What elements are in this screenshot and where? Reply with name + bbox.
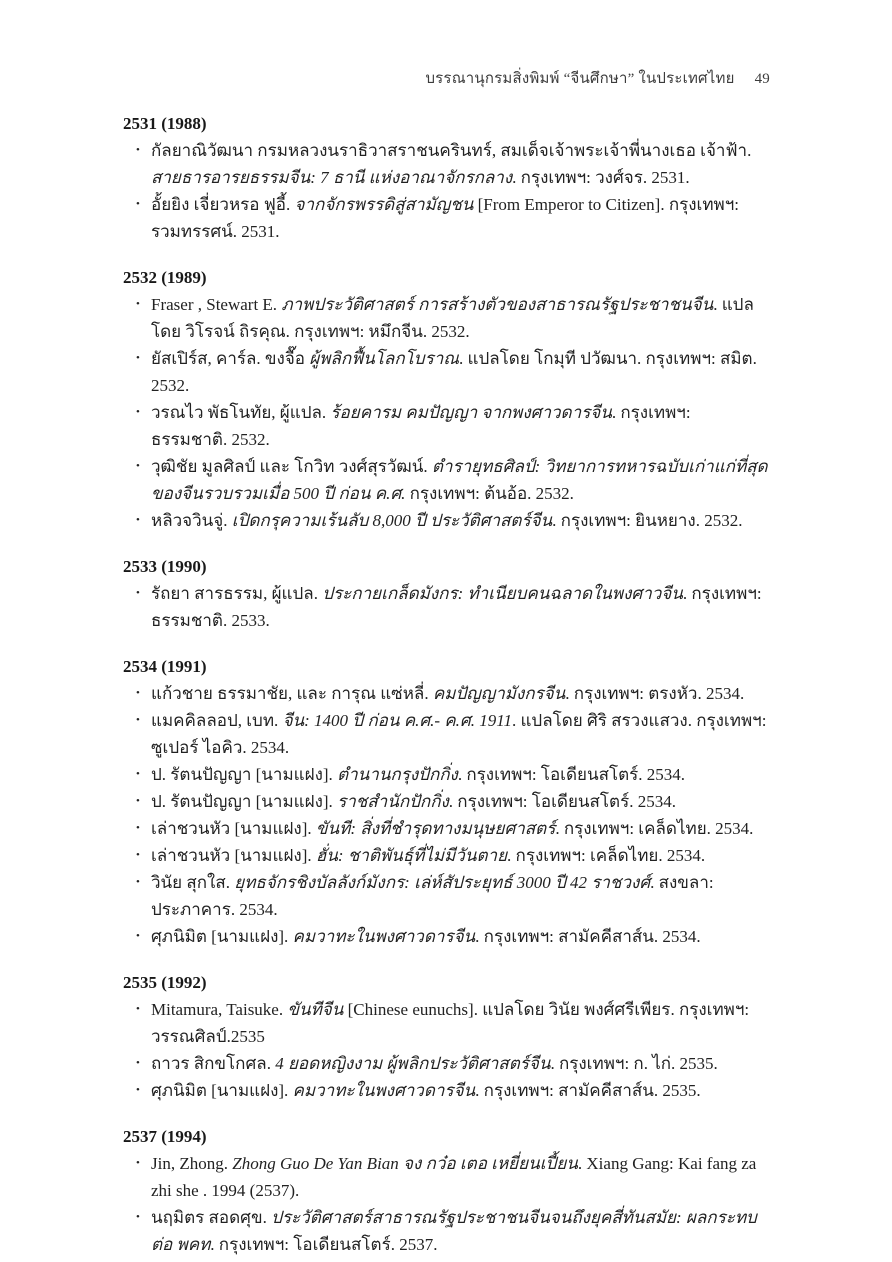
bibliography-entry <box>123 1050 770 1077</box>
bibliography-entry <box>123 1150 770 1204</box>
entry-title-segment: ราชสำนักปักกิ่ง <box>337 792 449 811</box>
entry-title-segment: สายธารอารยธรรมจีน: 7 ธานี แห่งอาณาจักรกลาง <box>151 168 513 187</box>
bibliography-entry <box>123 842 770 869</box>
entry-title-segment: ประวัติศาสตร์สาธารณรัฐประชาชนจีนจนถึงยุคสี่ทันสมัย: ผลกระทบต่อ พคท <box>151 1208 757 1254</box>
entry-title-segment: คมวาทะในพงศาวดารจีน <box>292 1081 476 1100</box>
bibliography-entry <box>123 1204 770 1258</box>
page-header <box>123 66 770 90</box>
bibliography <box>123 110 770 1258</box>
entry-text-segment: ศุภนิมิต [นามแฝง]. <box>151 1081 293 1100</box>
entry-text-segment: . กรุงเทพฯ: ธรรมชาติ. 2533. <box>151 584 762 630</box>
bibliography-entry <box>123 507 770 534</box>
entry-text-segment: วินัย สุกใส. <box>151 873 235 892</box>
entry-text-segment: กัลยาณิวัฒนา กรมหลวงนราธิวาสราชนครินทร์, สมเด็จเจ้าพระเจ้าพี่นางเธอ เจ้าฟ้า. <box>151 141 752 160</box>
entry-title-segment: จีน: 1400 ปี ก่อน ค.ศ.- ค.ศ. 1911 <box>282 711 512 730</box>
bullet-icon: • <box>136 1003 140 1015</box>
bibliography-entry <box>123 707 770 761</box>
bullet-icon: • <box>136 714 140 726</box>
bullet-icon: • <box>136 1211 140 1223</box>
entry-text-segment: แมคคิลลอป, เบท. <box>151 711 283 730</box>
page-number: 49 <box>754 71 770 87</box>
bibliography-entry <box>123 923 770 950</box>
bullet-icon: • <box>136 930 140 942</box>
bullet-icon: • <box>136 822 140 834</box>
bullet-icon: • <box>136 144 140 156</box>
bibliography-entry <box>123 580 770 634</box>
bullet-icon: • <box>136 768 140 780</box>
bibliography-entry <box>123 680 770 707</box>
entry-title-segment: ประกายเกล็ดมังกร: ทำเนียบคนฉลาดในพงศาวจีน <box>322 584 683 603</box>
entry-text-segment: ยัสเปิร์ส, คาร์ล. ขงจื๊อ <box>151 349 310 368</box>
bibliography-entry <box>123 399 770 453</box>
entry-text-segment: Mitamura, Taisuke. <box>151 1000 288 1019</box>
bullet-icon: • <box>136 198 140 210</box>
year-section <box>123 653 770 950</box>
bibliography-entry <box>123 815 770 842</box>
bullet-icon: • <box>136 587 140 599</box>
entry-text-segment: . กรุงเทพฯ: เคล็ดไทย. 2534. <box>555 819 754 838</box>
bibliography-entry <box>123 788 770 815</box>
entry-text-segment: . แปลโดย วิโรจน์ ถิรคุณ. กรุงเทพฯ: หมึกจีน. 2532. <box>151 295 754 341</box>
entry-text-segment: . แปลโดย ศิริ สรวงแสวง. กรุงเทพฯ: ซูเปอร์ ไอคิว. 2534. <box>151 711 767 757</box>
entry-text-segment: . Xiang Gang: Kai fang za zhi she . 1994 (2537). <box>151 1154 757 1200</box>
bibliography-entry <box>123 1077 770 1104</box>
bullet-icon: • <box>136 406 140 418</box>
entry-text-segment: . สงขลา: ประภาคาร. 2534. <box>151 873 714 919</box>
entry-title-segment: ฮั่น: ชาติพันธุ์ที่ไม่มีวันตาย <box>315 846 508 865</box>
bullet-icon: • <box>136 849 140 861</box>
entry-title-segment: คมวาทะในพงศาวดารจีน <box>292 927 476 946</box>
bullet-icon: • <box>136 687 140 699</box>
entry-title-segment: ขันที: สิ่งที่ชำรุดทางมนุษยศาสตร์ <box>315 819 556 838</box>
entry-title-segment: ร้อยคารม คมปัญญา จากพงศาวดารจีน <box>330 403 612 422</box>
entry-title-segment: เปิดกรุความเร้นลับ 8,000 ปี ประวัติศาสตร์จีน <box>231 511 553 530</box>
header-title: บรรณานุกรมสิ่งพิมพ์ “จีนศึกษา” ในประเทศไทย <box>425 71 735 87</box>
entry-text-segment: รัถยา สารธรรม, ผู้แปล. <box>151 584 323 603</box>
bullet-icon: • <box>136 1084 140 1096</box>
entry-title-segment: คมปัญญามังกรจีน <box>432 684 566 703</box>
entry-text-segment: วรณไว พัธโนทัย, ผู้แปล. <box>151 403 331 422</box>
bibliography-entry <box>123 869 770 923</box>
year-section <box>123 1123 770 1258</box>
bibliography-entry <box>123 191 770 245</box>
bullet-icon: • <box>136 352 140 364</box>
bullet-icon: • <box>136 1157 140 1169</box>
entry-text-segment: Fraser , Stewart E. <box>151 295 282 314</box>
entry-text-segment: วุฒิชัย มูลศิลป์ และ โกวิท วงศ์สุรวัฒน์. <box>151 457 432 476</box>
entry-text-segment: [Chinese eunuchs]. แปลโดย วินัย พงศ์ศรีเพียร. กรุงเทพฯ: วรรณศิลป์.2535 <box>151 1000 750 1046</box>
year-section <box>123 969 770 1104</box>
entry-title-segment: 4 ยอดหญิงงาม ผู้พลิกประวัติศาสตร์จีน <box>275 1054 551 1073</box>
year-heading: 2535 (1992) <box>123 973 207 992</box>
entry-text-segment: . กรุงเทพฯ: ยินหยาง. 2532. <box>552 511 743 530</box>
bibliography-entry <box>123 996 770 1050</box>
entry-text-segment: . กรุงเทพฯ: ธรรมชาติ. 2532. <box>151 403 691 449</box>
entry-text-segment: ป. รัตนปัญญา [นามแฝง]. <box>151 765 338 784</box>
entry-text-segment: [From Emperor to Citizen]. กรุงเทพฯ: รวมทรรศน์. 2531. <box>151 195 740 241</box>
entry-text-segment: . กรุงเทพฯ: โอเดียนสโตร์. 2534. <box>448 792 676 811</box>
entry-text-segment: . แปลโดย โกมุที ปวัฒนา. กรุงเทพฯ: สมิต. 2532. <box>151 349 757 395</box>
entry-text-segment: . กรุงเทพฯ: ตรงหัว. 2534. <box>565 684 745 703</box>
bibliography-entry <box>123 345 770 399</box>
bullet-icon: • <box>136 514 140 526</box>
entry-text-segment: . กรุงเทพฯ: เคล็ดไทย. 2534. <box>507 846 706 865</box>
entry-text-segment: . กรุงเทพฯ: ก. ไก่. 2535. <box>550 1054 718 1073</box>
entry-text-segment: Jin, Zhong. <box>151 1154 233 1173</box>
bullet-icon: • <box>136 795 140 807</box>
entry-title-segment: ผู้พลิกฟื้นโลกโบราณ <box>309 349 460 368</box>
bibliography-entry <box>123 291 770 345</box>
bullet-icon: • <box>136 1057 140 1069</box>
bullet-icon: • <box>136 876 140 888</box>
entry-text-segment: . กรุงเทพฯ: โอเดียนสโตร์. 2534. <box>457 765 686 784</box>
entry-text-segment: ป. รัตนปัญญา [นามแฝง]. <box>151 792 338 811</box>
bibliography-entry <box>123 453 770 507</box>
bibliography-entry <box>123 761 770 788</box>
entry-text-segment: ถาวร สิกขโกศล. <box>151 1054 276 1073</box>
entry-text-segment: . กรุงเทพฯ: สามัคคีสาส์น. 2535. <box>475 1081 701 1100</box>
entry-text-segment: . กรุงเทพฯ: สามัคคีสาส์น. 2534. <box>475 927 701 946</box>
year-section <box>123 264 770 534</box>
entry-text-segment: หลิวจวินจู่. <box>151 511 232 530</box>
year-heading: 2537 (1994) <box>123 1127 207 1146</box>
entry-text-segment: ศุภนิมิต [นามแฝง]. <box>151 927 293 946</box>
entry-text-segment: เล่าชวนหัว [นามแฝง]. <box>151 819 316 838</box>
year-heading: 2531 (1988) <box>123 114 207 133</box>
year-heading: 2534 (1991) <box>123 657 207 676</box>
entry-title-segment: ยุทธจักรชิงบัลลังก์มังกร: เล่ห์สัประยุทธ์ 3000 ปี 42 ราชวงศ์ <box>234 873 651 892</box>
year-section <box>123 110 770 245</box>
bullet-icon: • <box>136 298 140 310</box>
entry-text-segment: . กรุงเทพฯ: โอเดียนสโตร์. 2537. <box>210 1235 438 1254</box>
entry-title-segment: จากจักรพรรดิสู่สามัญชน <box>294 195 474 214</box>
bullet-icon: • <box>136 460 140 472</box>
year-section <box>123 553 770 634</box>
entry-text-segment: แก้วชาย ธรรมาชัย, และ การุณ แซ่หลี่. <box>151 684 433 703</box>
entry-text-segment: กรุงเทพฯ: ต้นอ้อ. 2532. <box>405 484 574 503</box>
bibliography-entry <box>123 137 770 191</box>
entry-title-segment: ตำรายุทธศิลป์: วิทยาการทหารฉบับเก่าแก่ที่สุดของจีนรวบรวมเมื่อ 500 ปี ก่อน ค.ศ. <box>151 457 768 503</box>
entry-text-segment: เล่าชวนหัว [นามแฝง]. <box>151 846 316 865</box>
entry-title-segment: ตำนานกรุงปักกิ่ง <box>337 765 458 784</box>
entry-title-segment: ขันทีจีน <box>287 1000 344 1019</box>
year-heading: 2532 (1989) <box>123 268 207 287</box>
entry-title-segment: Zhong Guo De Yan Bian จง กว๋อ เตอ เหยี่ยนเปี้ยน <box>232 1154 578 1173</box>
entry-title-segment: ภาพประวัติศาสตร์ การสร้างตัวของสาธารณรัฐประชาชนจีน <box>281 295 714 314</box>
entry-text-segment: อั้ยยิง เจี่ยวหรอ ฟูอี้. <box>151 195 295 214</box>
entry-text-segment: นฤมิตร สอดศุข. <box>151 1208 272 1227</box>
entry-text-segment: . กรุงเทพฯ: วงศ์จร. 2531. <box>512 168 690 187</box>
year-heading: 2533 (1990) <box>123 557 207 576</box>
